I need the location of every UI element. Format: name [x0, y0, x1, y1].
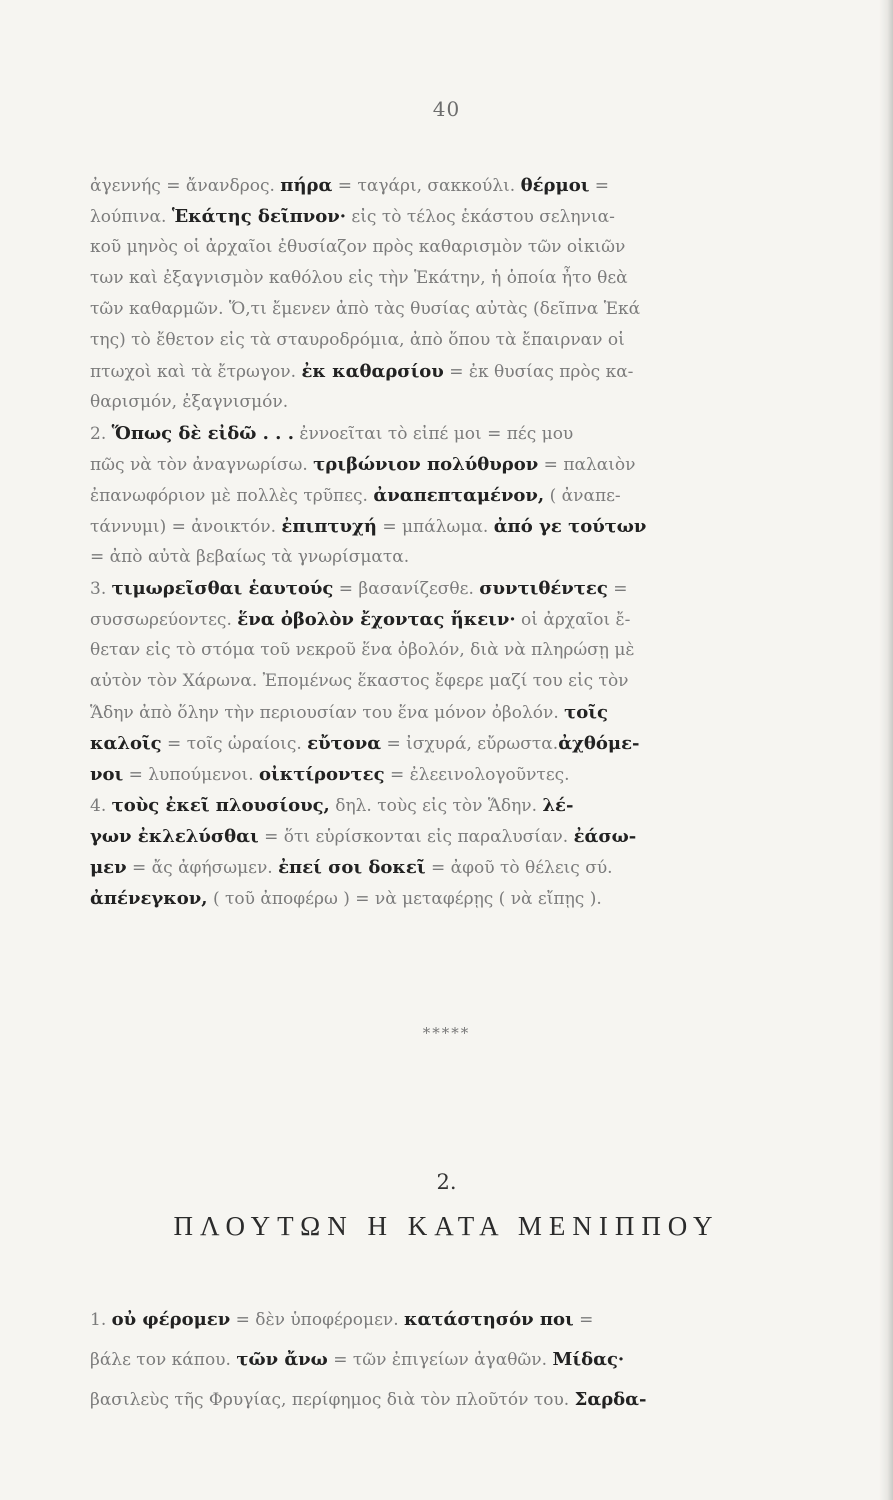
lemma-term: ἐκ καθαρσίου: [301, 361, 444, 382]
gloss-text: 3.: [90, 579, 112, 599]
text-line: [90, 790, 825, 821]
lemma-term: ἀχθόμε-: [558, 733, 640, 754]
text-line: [90, 697, 825, 728]
text-line: [90, 883, 825, 914]
lemma-term: καλοῖς: [90, 733, 162, 754]
text-line: [90, 418, 825, 449]
gloss-text: =: [607, 579, 628, 599]
text-line: [90, 573, 825, 604]
gloss-text: = δὲν ὑποφέρομεν.: [230, 1310, 405, 1330]
page-number: 40: [432, 97, 461, 121]
gloss-text: 4.: [90, 796, 112, 816]
text-line: [90, 356, 825, 387]
lemma-term: τῶν ἄνω: [236, 1349, 328, 1370]
page-edge-shadow: [879, 0, 893, 1500]
gloss-text: αὐτὸν τὸν Χάρωνα. Ἐπομένως ἕκαστος ἔφερε μαζί του εἰς τὸν: [90, 671, 629, 691]
lemma-term: θέρμοι: [520, 175, 590, 196]
lemma-term: τριβώνιον πολύθυρον: [313, 454, 539, 475]
gloss-text: = ἰσχυρά, εὔρωστα.: [381, 734, 559, 754]
gloss-text: της) τὸ ἔθετον εἰς τὰ σταυροδρόμια, ἀπὸ ὅπου τὰ ἔπαιρναν οἱ: [90, 330, 625, 350]
lemma-term: γων ἐκλελύσθαι: [90, 826, 259, 847]
lemma-term: Σαρδα-: [574, 1389, 647, 1410]
gloss-text: = ἀφοῦ τὸ θέλεις σύ.: [425, 858, 613, 878]
gloss-text: εἰς τὸ τέλος ἑκάστου σεληνια-: [346, 207, 615, 227]
text-line: [90, 666, 825, 697]
text-line: [90, 542, 825, 573]
gloss-text: ἀγεννής = ἄνανδρος.: [90, 176, 281, 196]
text-line: [90, 635, 825, 666]
section2-notes: [90, 1300, 825, 1420]
gloss-text: ἐννοεῖται τὸ εἰπέ μοι = πές μου: [293, 424, 574, 444]
lemma-term: μεν: [90, 857, 127, 878]
gloss-text: ἐπανωφόριον μὲ πολλὲς τρῦπες.: [90, 486, 374, 506]
lemma-term: εὔτονα: [307, 733, 382, 754]
lemma-term: οἰκτίροντες: [259, 764, 385, 785]
text-line: [90, 170, 825, 201]
gloss-text: = τῶν ἐπιγείων ἀγαθῶν.: [327, 1350, 553, 1370]
gloss-text: = μπάλωμα.: [376, 517, 494, 537]
gloss-text: = παλαιὸν: [538, 455, 636, 475]
gloss-text: οἱ ἀρχαῖοι ἔ-: [515, 610, 631, 630]
gloss-text: = ἐλεεινολογοῦντες.: [384, 765, 570, 785]
gloss-text: βασιλεὺς τῆς Φρυγίας, περίφημος διὰ τὸν πλοῦτόν του.: [90, 1390, 575, 1410]
gloss-text: = ὅτι εὑρίσκονται εἰς παραλυσίαν.: [258, 827, 574, 847]
lemma-term: ἀπό γε τούτων: [493, 516, 647, 537]
gloss-text: τῶν καθαρμῶν. Ὅ,τι ἔμενεν ἀπὸ τὰς θυσίας αὐτὰς (δεῖπνα Ἑκά: [90, 299, 641, 319]
text-line: [90, 294, 825, 325]
lemma-term: συντιθέντες: [479, 578, 608, 599]
gloss-text: κοῦ μηνὸς οἱ ἀρχαῖοι ἐθυσίαζον πρὸς καθαρισμὸν τῶν οἰκιῶν: [90, 237, 626, 257]
gloss-text: 2.: [90, 424, 112, 444]
lemma-term: Μίδας·: [552, 1349, 625, 1370]
text-line: [90, 325, 825, 356]
gloss-text: Ἅδην ἀπὸ ὅλην τὴν περιουσίαν του ἕνα μόνον ὀβολόν.: [90, 703, 565, 723]
text-line: [90, 232, 825, 263]
section-number: 2.: [436, 1170, 457, 1194]
lemma-term: ἀπένεγκον,: [90, 888, 208, 909]
glossary-notes: [90, 170, 825, 914]
gloss-text: ( τοῦ ἀποφέρω ) = νὰ μεταφέρῃς ( νὰ εἴπῃς ).: [207, 889, 602, 909]
section-title: ΠΛΟΥΤΩΝ Η ΚΑΤΑ ΜΕΝΙΠΠΟΥ: [173, 1211, 720, 1241]
gloss-text: ( ἀναπε-: [544, 486, 621, 506]
gloss-text: θεταν εἰς τὸ στόμα τοῦ νεκροῦ ἕνα ὀβολόν, διὰ νὰ πληρώσῃ μὲ: [90, 640, 635, 660]
lemma-term: ἐάσω-: [573, 826, 637, 847]
gloss-text: λούπινα.: [90, 207, 172, 227]
text-line: [90, 604, 825, 635]
gloss-text: πτωχοὶ καὶ τὰ ἔτρωγον.: [90, 362, 302, 382]
text-line: [90, 480, 825, 511]
lemma-term: Ὅπως δὲ εἰδῶ . . .: [111, 423, 294, 444]
lemma-term: ἀναπεπταμένον,: [373, 485, 545, 506]
gloss-text: συσσωρεύοντες.: [90, 610, 238, 630]
text-line: [90, 387, 825, 418]
gloss-text: = ἄς ἀφήσωμεν.: [126, 858, 279, 878]
text-line: [90, 511, 825, 542]
text-line: [90, 1340, 825, 1380]
lemma-term: πήρα: [280, 175, 333, 196]
lemma-term: ἐπιπτυχή: [281, 516, 377, 537]
gloss-text: 1.: [90, 1310, 112, 1330]
gloss-text: =: [589, 176, 610, 196]
text-line: [90, 821, 825, 852]
gloss-text: βάλε τον κάπου.: [90, 1350, 237, 1370]
gloss-text: θαρισμόν, ἐξαγνισμόν.: [90, 392, 289, 412]
gloss-text: = τοῖς ὡραίοις.: [161, 734, 308, 754]
lemma-term: λέ-: [542, 795, 574, 816]
gloss-text: = λυπούμενοι.: [123, 765, 260, 785]
text-line: [90, 1300, 825, 1340]
gloss-text: = ἀπὸ αὐτὰ βεβαίως τὰ γνωρίσματα.: [90, 547, 410, 567]
text-line: [90, 728, 825, 759]
text-line: [90, 1380, 825, 1420]
lemma-term: τοὺς ἐκεῖ πλουσίους,: [111, 795, 330, 816]
lemma-term: νοι: [90, 764, 124, 785]
lemma-term: οὐ φέρομεν: [111, 1309, 231, 1330]
text-line: [90, 759, 825, 790]
lemma-term: κατάστησόν ποι: [404, 1309, 574, 1330]
gloss-text: = βασανίζεσθε.: [333, 579, 480, 599]
gloss-text: δηλ. τοὺς εἰς τὸν Ἅδην.: [329, 796, 543, 816]
text-line: [90, 449, 825, 480]
gloss-text: = ταγάρι, σακκούλι.: [332, 176, 521, 196]
text-line: [90, 201, 825, 232]
lemma-term: Ἑκάτης δεῖπνον·: [171, 206, 347, 227]
text-line: [90, 263, 825, 294]
gloss-text: πῶς νὰ τὸν ἀναγνωρίσω.: [90, 455, 314, 475]
lemma-term: ἕνα ὀβολὸν ἔχοντας ἥκειν·: [237, 609, 516, 630]
gloss-text: τάννυμι) = ἀνοικτόν.: [90, 517, 282, 537]
gloss-text: =: [573, 1310, 594, 1330]
section-separator: *****: [422, 1024, 471, 1042]
lemma-term: ἐπεί σοι δοκεῖ: [278, 857, 426, 878]
lemma-term: τοῖς: [564, 702, 608, 723]
gloss-text: των καὶ ἐξαγνισμὸν καθόλου εἰς τὴν Ἑκάτην, ἡ ὁποία ἦτο θεὰ: [90, 268, 628, 288]
lemma-term: τιμωρεῖσθαι ἑαυτούς: [111, 578, 334, 599]
gloss-text: = ἐκ θυσίας πρὸς κα-: [443, 362, 634, 382]
text-line: [90, 852, 825, 883]
